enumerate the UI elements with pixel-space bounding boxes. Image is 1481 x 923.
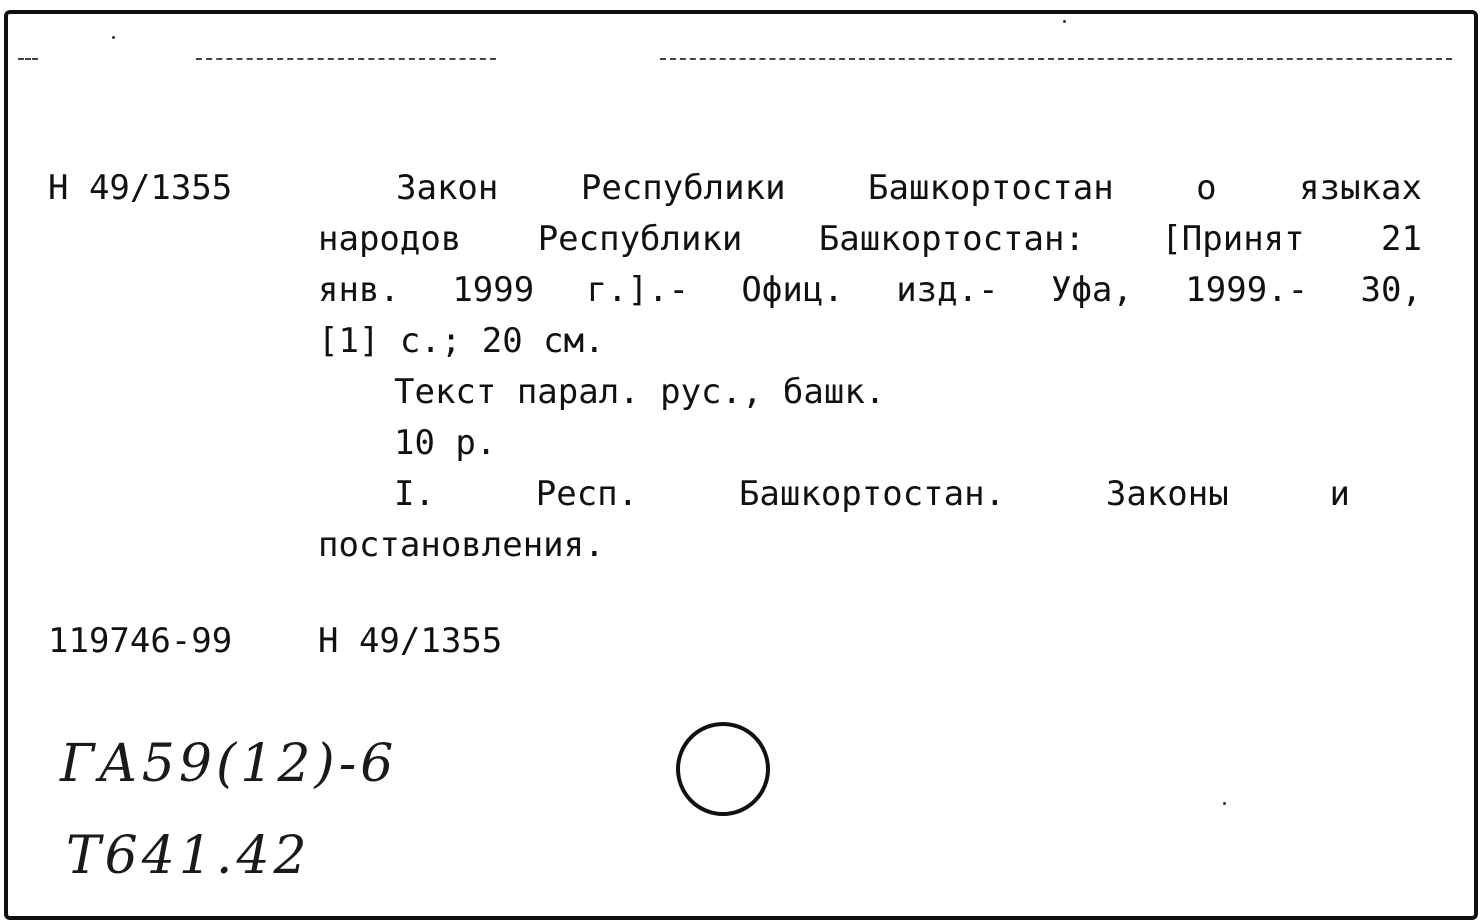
top-divider-right xyxy=(660,58,1452,60)
description-line-1 xyxy=(318,163,1422,214)
language-note: Текст парал. рус., башк. xyxy=(394,372,886,412)
accession-number: 119746-99 xyxy=(48,621,233,661)
speck-mark xyxy=(1223,802,1226,805)
word: 30, xyxy=(1360,270,1422,310)
handwritten-code: Т641.42 xyxy=(66,826,311,886)
word: Республики xyxy=(537,219,743,259)
word: I. xyxy=(394,474,435,514)
word: Республики xyxy=(580,168,786,208)
handwritten-classification: ГА59(12)-6 xyxy=(60,734,398,794)
word: янв. xyxy=(318,270,400,310)
circle-stamp-icon xyxy=(676,722,770,816)
price: 10 р. xyxy=(394,423,497,463)
word: Закон xyxy=(396,168,499,208)
word: народов xyxy=(318,219,462,259)
speck-mark xyxy=(1063,20,1066,23)
word: 1999 xyxy=(452,270,535,310)
word: 21 xyxy=(1381,219,1422,259)
speck-mark xyxy=(112,36,115,39)
top-divider-mid xyxy=(196,58,496,60)
word: [Принят xyxy=(1161,219,1305,259)
word: и xyxy=(1329,474,1350,514)
word: языках xyxy=(1299,168,1422,208)
word: Законы xyxy=(1105,474,1229,514)
word: о xyxy=(1196,168,1217,208)
word: 1999.- xyxy=(1185,270,1309,310)
top-divider-left xyxy=(18,58,38,60)
word: г.].- xyxy=(586,270,689,310)
description-line-3 xyxy=(318,265,1422,316)
word: Респ. xyxy=(535,474,639,514)
word: Офиц. xyxy=(741,270,844,310)
description-line-2 xyxy=(318,214,1422,265)
shelf-mark: Н 49/1355 xyxy=(48,168,233,208)
word: изд.- xyxy=(896,270,999,310)
subject-continuation: постановления. xyxy=(318,525,605,565)
accession-shelf-mark: Н 49/1355 xyxy=(318,621,503,661)
word: Башкортостан. xyxy=(738,474,1006,514)
subject-line xyxy=(394,469,1350,520)
word: Башкортостан xyxy=(868,168,1114,208)
description-line-4: [1] с.; 20 см. xyxy=(318,321,605,361)
word: Уфа, xyxy=(1050,270,1133,310)
word: Башкортостан: xyxy=(818,219,1085,259)
